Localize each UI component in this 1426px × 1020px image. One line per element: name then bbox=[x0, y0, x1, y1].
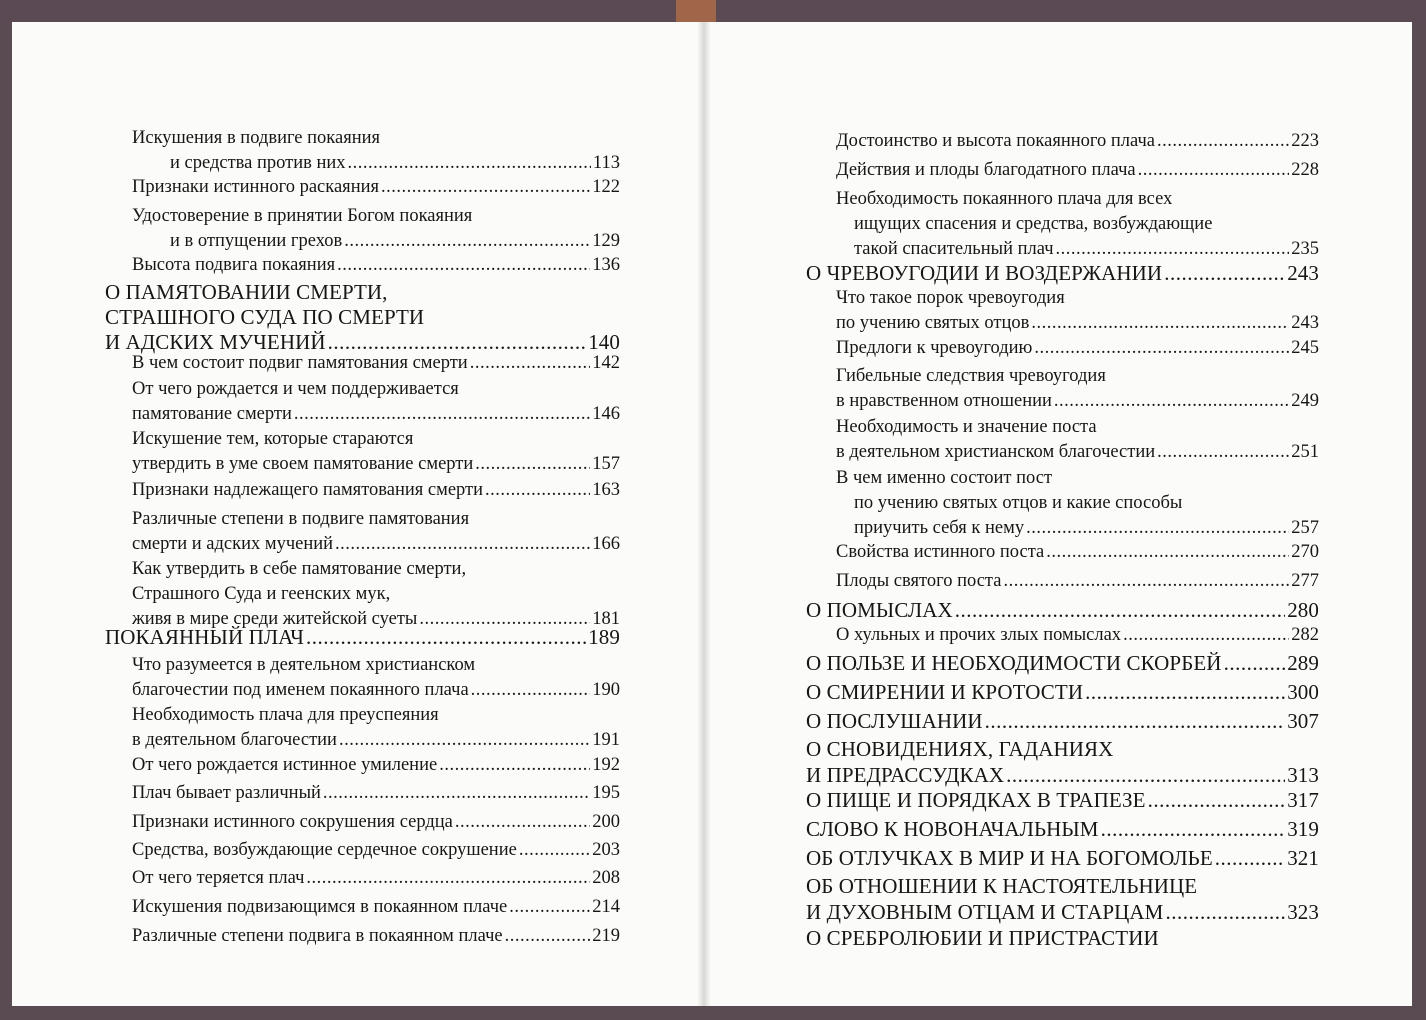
toc-entry-title: Средства, возбуждающие сердечное сокрушение bbox=[132, 840, 517, 860]
toc-entry-title: О ПОМЫСЛАХ bbox=[806, 598, 953, 622]
toc-entry-title: И АДСКИХ МУЧЕНИЙ bbox=[105, 330, 326, 354]
toc-entry[interactable] bbox=[836, 569, 1319, 594]
toc-entry[interactable] bbox=[836, 158, 1319, 183]
toc-entry[interactable] bbox=[132, 204, 620, 254]
toc-entry-title: такой спасительный плач bbox=[854, 239, 1054, 259]
toc-entry-title: Достоинство и высота покаянного плача bbox=[836, 131, 1156, 151]
dot-leader bbox=[505, 924, 591, 949]
toc-entry[interactable] bbox=[132, 126, 620, 176]
toc-entry-title: Страшного Суда и геенских мук, bbox=[132, 584, 391, 604]
dot-leader bbox=[1085, 679, 1285, 705]
toc-page-number: 163 bbox=[592, 480, 620, 500]
toc-page-number: 321 bbox=[1287, 846, 1319, 870]
toc-entry[interactable] bbox=[132, 253, 620, 278]
toc-entry-title: и средства против них bbox=[170, 153, 346, 173]
dot-leader bbox=[1034, 336, 1289, 361]
toc-entry-title: приучить себя к нему bbox=[854, 518, 1025, 538]
toc-entry[interactable] bbox=[806, 597, 1319, 623]
toc-entry-title: Необходимость покаянного плача для всех bbox=[836, 189, 1173, 209]
toc-entry[interactable] bbox=[132, 703, 620, 753]
toc-entry-title: Что такое порок чревоугодия bbox=[836, 288, 1065, 308]
toc-entry-title: Высота подвига покаяния bbox=[132, 255, 336, 275]
toc-entry-title: по учению святых отцов и какие способы bbox=[854, 493, 1183, 513]
toc-entry-title: Признаки надлежащего памятования смерти bbox=[132, 480, 484, 500]
toc-entry-title: О СМИРЕНИИ И КРОТОСТИ bbox=[806, 680, 1084, 704]
toc-entry-title: Необходимость и значение поста bbox=[836, 417, 1097, 437]
toc-page-number: 277 bbox=[1291, 571, 1319, 591]
dot-leader bbox=[470, 351, 591, 376]
dot-leader bbox=[1006, 762, 1285, 788]
toc-entry-title: От чего теряется плач bbox=[132, 868, 305, 888]
dot-leader bbox=[335, 532, 590, 557]
dot-leader bbox=[1224, 650, 1286, 676]
toc-entry[interactable] bbox=[836, 129, 1319, 154]
toc-entry[interactable] bbox=[836, 286, 1319, 336]
dot-leader bbox=[1165, 899, 1285, 925]
toc-entry-title: Искушения подвизающимся в покаянном плаче bbox=[132, 897, 508, 917]
toc-page-number: 191 bbox=[592, 730, 620, 750]
toc-entry-title: О хульных и прочих злых помыслах bbox=[836, 625, 1122, 645]
toc-entry[interactable] bbox=[132, 895, 620, 920]
toc-entry-title: в нравственном отношении bbox=[836, 391, 1052, 411]
toc-entry-title: О ПОЛЬЗЕ И НЕОБХОДИМОСТИ СКОРБЕЙ bbox=[806, 651, 1222, 675]
toc-entry-title: И ДУХОВНЫМ ОТЦАМ И СТАРЦАМ bbox=[806, 900, 1164, 924]
toc-entry[interactable] bbox=[132, 427, 620, 477]
toc-entry-title: Необходимость плача для преуспеяния bbox=[132, 705, 439, 725]
left-page bbox=[12, 22, 704, 1006]
toc-entry-title: Признаки истинного раскаяния bbox=[132, 177, 380, 197]
toc-entry-title: памятование смерти bbox=[132, 404, 292, 424]
toc-entry-title: Различные степени в подвиге памятования bbox=[132, 509, 470, 529]
toc-page-number: 280 bbox=[1287, 598, 1319, 622]
toc-entry[interactable] bbox=[132, 175, 620, 200]
toc-entry[interactable] bbox=[105, 280, 620, 355]
toc-entry[interactable] bbox=[836, 540, 1319, 565]
toc-entry-title: Различные степени подвига в покаянном плаче bbox=[132, 926, 503, 946]
toc-entry-title: Плач бывает различный bbox=[132, 783, 321, 803]
dot-leader bbox=[1003, 569, 1289, 594]
dot-leader bbox=[1148, 787, 1286, 813]
toc-page-number: 243 bbox=[1291, 313, 1319, 333]
dot-leader bbox=[1026, 516, 1289, 541]
dot-leader bbox=[1138, 158, 1290, 183]
toc-entry-title: ОБ ОТЛУЧКАХ В МИР И НА БОГОМОЛЬЕ bbox=[806, 846, 1213, 870]
toc-entry-title: Что разумеется в деятельном христианском bbox=[132, 655, 476, 675]
toc-page-number: 257 bbox=[1291, 518, 1319, 538]
dot-leader bbox=[1056, 237, 1290, 262]
dot-leader bbox=[323, 781, 590, 806]
dot-leader bbox=[344, 229, 590, 254]
toc-page-number: 307 bbox=[1287, 709, 1319, 733]
toc-page-number: 270 bbox=[1291, 542, 1319, 562]
toc-entry-title: Плоды святого поста bbox=[836, 571, 1002, 591]
dot-leader bbox=[485, 478, 590, 503]
toc-entry-title: Действия и плоды благодатного плача bbox=[836, 160, 1136, 180]
toc-page-number: 200 bbox=[592, 812, 620, 832]
toc-page-number: 192 bbox=[592, 755, 620, 775]
toc-entry[interactable] bbox=[806, 925, 1319, 951]
dot-leader bbox=[455, 810, 590, 835]
toc-entry[interactable] bbox=[806, 708, 1319, 734]
dot-leader bbox=[348, 151, 591, 176]
toc-entry-title: смерти и адских мучений bbox=[132, 534, 334, 554]
dot-leader bbox=[1157, 129, 1289, 154]
toc-page-number: 289 bbox=[1287, 651, 1319, 675]
toc-entry-title: Искушение тем, которые стараются bbox=[132, 429, 414, 449]
toc-entry-title: От чего рождается и чем поддерживается bbox=[132, 379, 459, 399]
dot-leader bbox=[519, 838, 590, 863]
toc-page-number: 136 bbox=[592, 255, 620, 275]
toc-entry[interactable] bbox=[132, 377, 620, 427]
dot-leader bbox=[509, 895, 590, 920]
toc-page-number: 190 bbox=[592, 680, 620, 700]
dot-leader bbox=[1164, 260, 1285, 286]
toc-page-number: 214 bbox=[592, 897, 620, 917]
toc-entry-title: и в отпущении грехов bbox=[170, 231, 343, 251]
toc-entry[interactable] bbox=[836, 364, 1319, 414]
dot-leader bbox=[475, 452, 590, 477]
toc-page-number: 323 bbox=[1287, 900, 1319, 924]
toc-page-number: 228 bbox=[1291, 160, 1319, 180]
toc-entry[interactable] bbox=[132, 351, 620, 376]
toc-entry[interactable] bbox=[806, 679, 1319, 705]
dot-leader bbox=[306, 866, 590, 891]
toc-entry[interactable] bbox=[132, 478, 620, 503]
toc-entry-title: О СРЕБРОЛЮБИИ И ПРИСТРАСТИИ bbox=[806, 926, 1159, 950]
dot-leader bbox=[294, 402, 590, 427]
toc-page-number: 203 bbox=[592, 840, 620, 860]
toc-page-number: 235 bbox=[1291, 239, 1319, 259]
toc-entry-title: ОБ ОТНОШЕНИИ К НАСТОЯТЕЛЬНИЦЕ bbox=[806, 874, 1198, 898]
toc-entry[interactable] bbox=[132, 653, 620, 703]
right-page bbox=[708, 22, 1412, 1006]
dot-leader bbox=[1215, 845, 1285, 871]
toc-entry-title: ПОКАЯННЫЙ ПЛАЧ bbox=[105, 625, 305, 649]
toc-entry-title: Искушения в подвиге покаяния bbox=[132, 128, 381, 148]
toc-entry[interactable] bbox=[836, 187, 1319, 262]
toc-entry[interactable] bbox=[132, 838, 620, 863]
dot-leader bbox=[471, 678, 591, 703]
toc-entry[interactable] bbox=[132, 781, 620, 806]
dot-leader bbox=[1031, 311, 1289, 336]
toc-entry-title: В чем именно состоит пост bbox=[836, 468, 1053, 488]
dot-leader bbox=[439, 753, 590, 778]
dot-leader bbox=[1054, 389, 1289, 414]
toc-entry-title: в деятельном благочестии bbox=[132, 730, 337, 750]
toc-entry[interactable] bbox=[806, 650, 1319, 676]
toc-entry[interactable] bbox=[132, 866, 620, 891]
dot-leader bbox=[1123, 623, 1289, 648]
toc-page-number: 243 bbox=[1287, 261, 1319, 285]
toc-entry-title: в деятельном христианском благочестии bbox=[836, 442, 1156, 462]
toc-entry-title: благочестии под именем покаянного плача bbox=[132, 680, 469, 700]
toc-page-number: 245 bbox=[1291, 338, 1319, 358]
toc-entry-title: И ПРЕДРАССУДКАХ bbox=[806, 763, 1005, 787]
toc-entry-title: Признаки истинного сокрушения сердца bbox=[132, 812, 453, 832]
toc-page-number: 122 bbox=[592, 177, 620, 197]
toc-page-number: 219 bbox=[592, 926, 620, 946]
toc-entry-title: О ПАМЯТОВАНИИ СМЕРТИ, bbox=[105, 280, 388, 304]
toc-page-number: 251 bbox=[1291, 442, 1319, 462]
dot-leader bbox=[306, 625, 586, 650]
toc-page-number: 146 bbox=[592, 404, 620, 424]
dot-leader bbox=[339, 728, 590, 753]
toc-entry[interactable] bbox=[132, 557, 620, 632]
toc-page-number: 223 bbox=[1291, 131, 1319, 151]
toc-entry-title: Как утвердить в себе памятование смерти, bbox=[132, 559, 467, 579]
toc-entry-title: В чем состоит подвиг памятования смерти bbox=[132, 353, 468, 373]
toc-entry[interactable] bbox=[836, 466, 1319, 541]
toc-entry[interactable] bbox=[132, 924, 620, 949]
dot-leader bbox=[381, 175, 590, 200]
toc-entry-title: Гибельные следствия чревоугодия bbox=[836, 366, 1106, 386]
toc-entry[interactable] bbox=[806, 736, 1319, 788]
toc-entry-title: живя в мире среди житейской суеты bbox=[132, 609, 418, 629]
page-gutter bbox=[697, 22, 711, 1006]
toc-entry[interactable] bbox=[105, 625, 620, 650]
toc-entry[interactable] bbox=[806, 260, 1319, 286]
toc-entry-title: О ЧРЕВОУГОДИИ И ВОЗДЕРЖАНИИ bbox=[806, 261, 1163, 285]
toc-page-number: 319 bbox=[1287, 817, 1319, 841]
toc-page-number: 300 bbox=[1287, 680, 1319, 704]
toc-entry-title: Предлоги к чревоугодию bbox=[836, 338, 1033, 358]
dot-leader bbox=[955, 597, 1285, 623]
toc-entry[interactable] bbox=[806, 845, 1319, 871]
toc-entry[interactable] bbox=[806, 816, 1319, 842]
dot-leader bbox=[985, 708, 1286, 734]
toc-page-number: 208 bbox=[592, 868, 620, 888]
toc-entry-title: СЛОВО К НОВОНАЧАЛЬНЫМ bbox=[806, 817, 1099, 841]
toc-page-number: 313 bbox=[1287, 763, 1319, 787]
toc-entry[interactable] bbox=[806, 873, 1319, 925]
toc-page-number: 142 bbox=[592, 353, 620, 373]
dot-leader bbox=[1046, 540, 1289, 565]
dot-leader bbox=[1157, 440, 1289, 465]
toc-page-number: 166 bbox=[592, 534, 620, 554]
toc-page-number: 181 bbox=[592, 609, 620, 629]
toc-page-number: 282 bbox=[1291, 625, 1319, 645]
toc-entry[interactable] bbox=[806, 787, 1319, 813]
toc-entry[interactable] bbox=[132, 810, 620, 835]
toc-entry[interactable] bbox=[836, 623, 1319, 648]
toc-entry-title: Удостоверение в принятии Богом покаяния bbox=[132, 206, 473, 226]
dot-leader bbox=[337, 253, 590, 278]
toc-page-number: 129 bbox=[592, 231, 620, 251]
toc-entry[interactable] bbox=[836, 336, 1319, 361]
toc-entry[interactable] bbox=[836, 415, 1319, 465]
toc-entry-title: ищущих спасения и средства, возбуждающие bbox=[854, 214, 1213, 234]
toc-entry-title: От чего рождается истинное умиление bbox=[132, 755, 438, 775]
toc-page-number: 189 bbox=[588, 625, 620, 649]
toc-page-number: 113 bbox=[592, 153, 620, 173]
toc-entry-title: Свойства истинного поста bbox=[836, 542, 1045, 562]
toc-entry-title: О ПОСЛУШАНИИ bbox=[806, 709, 983, 733]
toc-entry-title: СТРАШНОГО СУДА ПО СМЕРТИ bbox=[105, 305, 425, 329]
toc-page-number: 195 bbox=[592, 783, 620, 803]
toc-page-number: 140 bbox=[588, 330, 620, 354]
toc-entry-title: утвердить в уме своем памятование смерти bbox=[132, 454, 474, 474]
toc-page-number: 157 bbox=[592, 454, 620, 474]
toc-entry[interactable] bbox=[132, 753, 620, 778]
toc-entry-title: О СНОВИДЕНИЯХ, ГАДАНИЯХ bbox=[806, 737, 1114, 761]
dot-leader bbox=[1101, 816, 1286, 842]
toc-page-number: 249 bbox=[1291, 391, 1319, 411]
toc-entry[interactable] bbox=[132, 507, 620, 557]
toc-page-number: 317 bbox=[1287, 788, 1319, 812]
toc-entry-title: по учению святых отцов bbox=[836, 313, 1030, 333]
toc-entry-title: О ПИЩЕ И ПОРЯДКАХ В ТРАПЕЗЕ bbox=[806, 788, 1146, 812]
